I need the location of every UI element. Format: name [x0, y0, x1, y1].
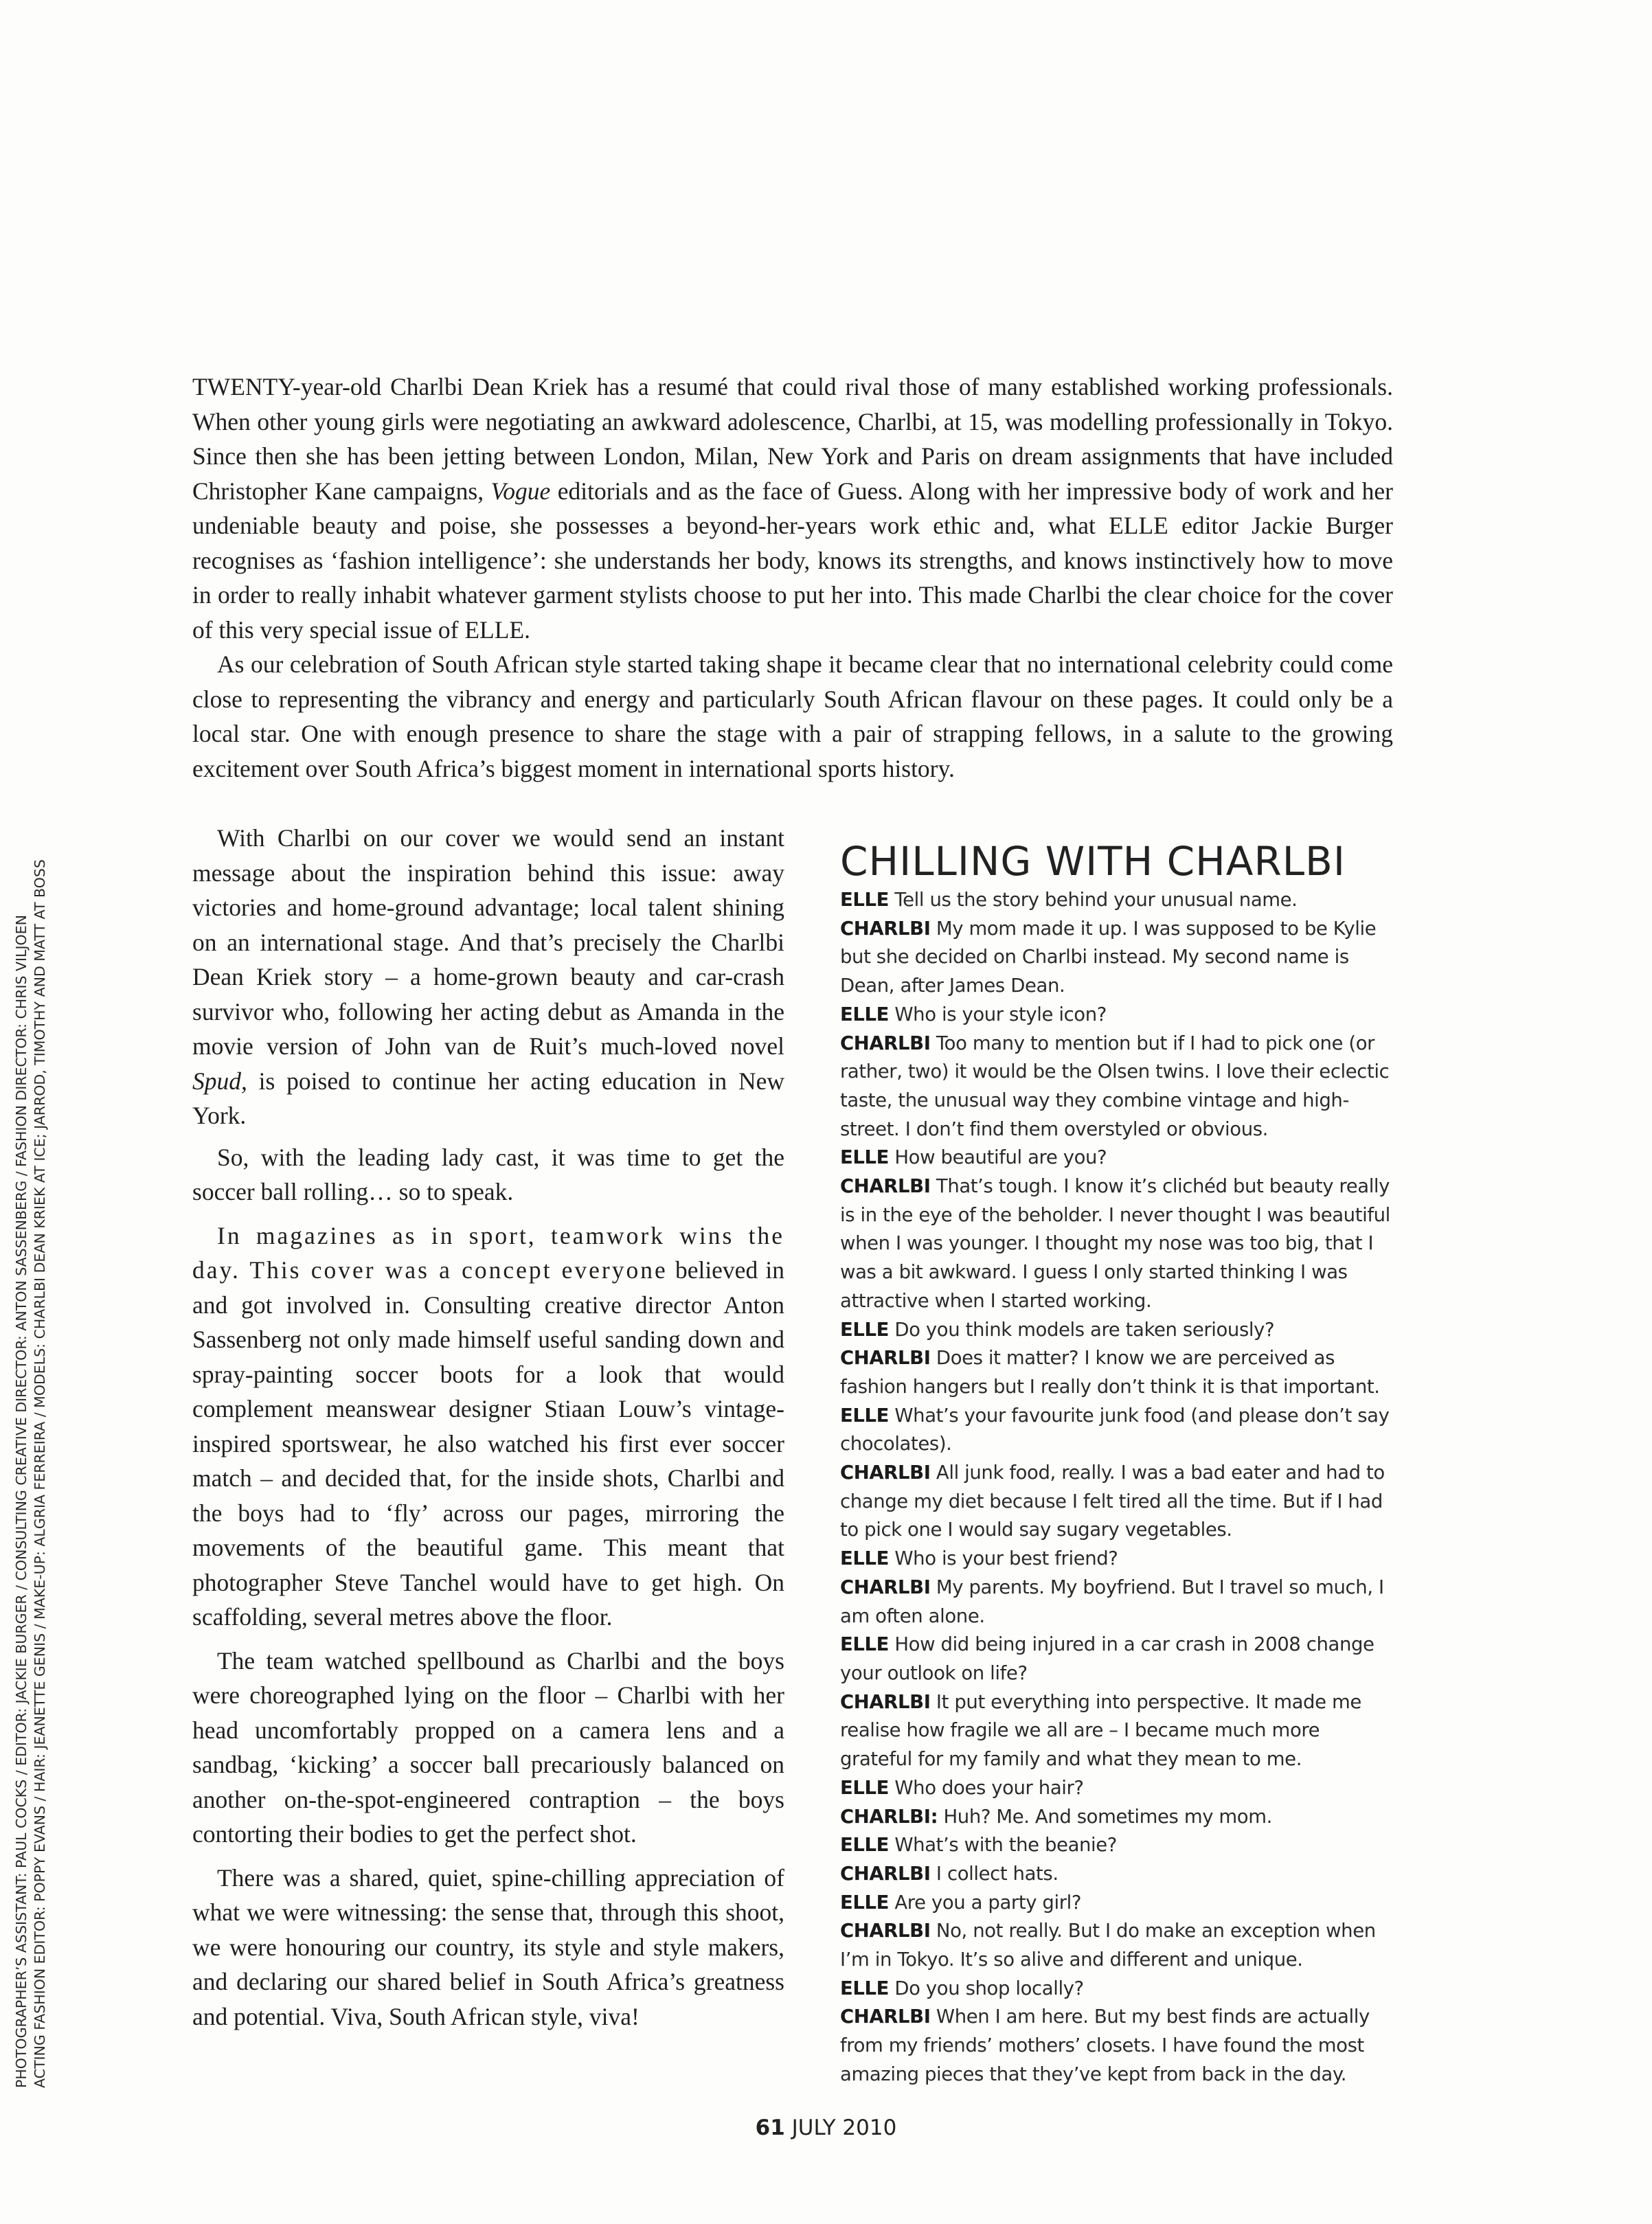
- qa-speaker: ELLE: [840, 1633, 890, 1656]
- qa-text: Do you think models are taken seriously?: [889, 1318, 1275, 1341]
- qa-entry: [840, 1889, 1393, 1918]
- qa-speaker: ELLE: [840, 1547, 890, 1570]
- qa-entry: [840, 915, 1393, 1001]
- qa-text: That’s tough. I know it’s clichéd but beauty really is in the eye of the beholder. I never thought I was beautiful when I was younger. I thought my nose was too big, that I was a bit awkward. I guess I only started thinking I was attractive when I started working.: [840, 1175, 1390, 1312]
- qa-speaker: CHARLBI: [840, 1862, 931, 1885]
- qa-text: Who does your hair?: [889, 1776, 1084, 1799]
- qa-entry: [840, 1860, 1393, 1889]
- qa-text: No, not really. But I do make an exception when I’m in Tokyo. It’s so alive and different and unique.: [840, 1920, 1376, 1971]
- qa-speaker: ELLE: [840, 1318, 890, 1341]
- qa-text: I collect hats.: [930, 1862, 1059, 1885]
- qa-entry: [840, 1144, 1393, 1172]
- intro-paragraph-2: As our celebration of South African style started taking shape it became clear that no international celebrity could come close to representing the vibrancy and energy and particularly South African flavour on these pages. It could only be a local star. One with enough presence to share the stage with a pair of strapping fellows, in a salute to the growing excitement over South Africa’s biggest moment in international sports history.: [192, 650, 1393, 782]
- qa-speaker: CHARLBI: [840, 1462, 931, 1484]
- body-paragraph-3-lead: In magazines as in sport, teamwork wins the day. This cover was a concept everyone: [192, 1221, 784, 1284]
- qa-entry: [840, 1803, 1393, 1832]
- qa-text: My mom made it up. I was supposed to be Kylie but she decided on Charlbi instead. My second name is Dean, after James Dean.: [840, 917, 1377, 997]
- body-paragraph-3-rest: believed in and got involved in. Consulting creative director Anton Sassenberg not only made himself useful sanding down and spray-painting soccer boots for a look that would complement meanswear designer Stiaan Louw’s vintage-inspired sportswear, he also watched his first ever soccer match – and decided that, for the inside shots, Charlbi and the boys had to ‘fly’ across our pages, mirroring the movements of the beautiful game. This meant that photographer Steve Tanchel would have to get high. On scaffolding, several metres above the floor.: [192, 1256, 784, 1631]
- credits-line-1: PHOTOGRAPHER’S ASSISTANT: PAUL COCKS / EDITOR: JACKIE BURGER / CONSULTING CREATIVE DIRECTOR: ANTON SASSENBERG / FASHION DIRECTOR: CHRIS VILJOEN: [13, 915, 30, 2088]
- qa-speaker: ELLE: [840, 1977, 890, 1999]
- qa-text: Do you shop locally?: [889, 1977, 1084, 1999]
- body-paragraph-1: [192, 821, 784, 1133]
- qa-text: Who is your style icon?: [889, 1003, 1107, 1025]
- intro-paragraph-1-part-b: editorials and as the face of Guess. Along with her impressive body of work and her undeniable beauty and poise, she possesses a beyond-her-years work ethic and, what ELLE editor Jackie Burger recognises as ‘fashion intelligence’: she understands her body, knows its strengths, and knows instinctively how to move in order to really inhabit whatever garment stylists choose to put her into. This made Charlbi the clear choice for the cover of this very special issue of ELLE.: [192, 477, 1393, 644]
- page-number: 61: [755, 2115, 785, 2140]
- qa-speaker: ELLE: [840, 889, 890, 911]
- qa-speaker: CHARLBI: [840, 1690, 931, 1713]
- qa-speaker: CHARLBI:: [840, 1805, 938, 1828]
- body-paragraph-5: There was a shared, quiet, spine-chilling appreciation of what we were witnessing: the sense that, through this shoot, we were honouring our country, its style and style makers, and declaring our shared belief in South Africa’s greatness and potential. Viva, South African style, viva!: [192, 1863, 784, 2030]
- qa-entry: [840, 1545, 1393, 1574]
- qa-speaker: CHARLBI: [840, 917, 931, 940]
- qa-text: What’s your favourite junk food (and please don’t say chocolates).: [840, 1404, 1390, 1455]
- qa-speaker: ELLE: [840, 1146, 890, 1169]
- qa-entry: [840, 2003, 1393, 2089]
- intro-text: [192, 370, 1393, 786]
- qa-entry: [840, 1631, 1393, 1688]
- qa-entry: [840, 1402, 1393, 1459]
- issue-date: JULY 2010: [791, 2115, 897, 2140]
- body-paragraph-4: The team watched spellbound as Charlbi and the boys were choreographed lying on the floor – Charlbi with her head uncomfortably propped on a camera lens and a sandbag, ‘kicking’ a soccer ball precariously balanced on another on-the-spot-engineered contraption – the boys contorting their bodies to get the perfect shot.: [192, 1646, 784, 1848]
- intro-paragraph-1-part-a: TWENTY-year-old Charlbi Dean Kriek has a resumé that could rival those of many established working professionals. When other young girls were negotiating an awkward adolescence, Charlbi, at 15, was modelling professionally in Tokyo. Since then she has been jetting between London, Milan, New York and Paris on dream assignments that have included Christopher Kane campaigns,: [192, 373, 1393, 505]
- qa-entry: [840, 1344, 1393, 1401]
- body-paragraph-2: So, with the leading lady cast, it was time to get the soccer ball rolling… so to speak.: [192, 1143, 784, 1205]
- body-paragraph-3: [192, 1218, 784, 1635]
- qa-speaker: CHARLBI: [840, 1920, 931, 1942]
- body-paragraph-1-part-a: With Charlbi on our cover we would send an instant message about the inspiration behind this issue: away victories and home-ground advantage; local talent shining on an international stage. And that’s precisely the Charlbi Dean Kriek story – a home-grown beauty and car-crash survivor who, following her acting debut as Amanda in the movie version of John van de Ruit’s much-loved novel: [192, 824, 784, 1060]
- article-body: [192, 821, 784, 2043]
- qa-entry: [840, 1316, 1393, 1345]
- qa-speaker: ELLE: [840, 1891, 890, 1914]
- qa-entry: [840, 1975, 1393, 2004]
- photo-credits: [12, 714, 49, 2088]
- interview-sidebar: [840, 837, 1393, 2089]
- qa-text: All junk food, really. I was a bad eater and had to change my diet because I felt tired all the time. But if I had to pick one I would say sugary vegetables.: [840, 1462, 1385, 1541]
- qa-text: Too many to mention but if I had to pick one (or rather, two) it would be the Olsen twins. I love their eclectic taste, the unusual way they combine vintage and high-street. I don’t find them overstyled or obvious.: [840, 1032, 1390, 1140]
- qa-speaker: CHARLBI: [840, 2006, 931, 2028]
- qa-speaker: ELLE: [840, 1776, 890, 1799]
- interview-qa-list: [840, 886, 1393, 2089]
- qa-text: My parents. My boyfriend. But I travel so much, I am often alone.: [840, 1576, 1384, 1627]
- qa-entry: [840, 1030, 1393, 1144]
- intro-paragraph-1: [192, 370, 1393, 647]
- qa-text: Who is your best friend?: [889, 1547, 1118, 1570]
- qa-speaker: ELLE: [840, 1003, 890, 1025]
- qa-text: Tell us the story behind your unusual name.: [889, 889, 1298, 911]
- qa-text: How beautiful are you?: [889, 1146, 1107, 1169]
- qa-text: Does it matter? I know we are perceived as fashion hangers but I really don’t think it is that important.: [840, 1347, 1380, 1398]
- qa-entry: [840, 1774, 1393, 1803]
- qa-speaker: CHARLBI: [840, 1576, 931, 1598]
- qa-text: Huh? Me. And sometimes my mom.: [938, 1805, 1272, 1828]
- qa-text: It put everything into perspective. It made me realise how fragile we all are – I became much more grateful for my family and what they mean to me.: [840, 1690, 1361, 1771]
- spud-title: Spud,: [192, 1067, 247, 1095]
- qa-speaker: ELLE: [840, 1834, 890, 1857]
- page-footer: [0, 2115, 1652, 2140]
- qa-speaker: CHARLBI: [840, 1175, 931, 1198]
- qa-entry: [840, 1172, 1393, 1316]
- body-paragraph-1-part-b: is poised to continue her acting education in New York.: [192, 1067, 784, 1129]
- qa-text: How did being injured in a car crash in 2008 change your outlook on life?: [840, 1633, 1374, 1684]
- qa-entry: [840, 1001, 1393, 1030]
- qa-entry: [840, 1917, 1393, 1974]
- qa-text: What’s with the beanie?: [889, 1834, 1118, 1857]
- credits-line-2: ACTING FASHION EDITOR: POPPY EVANS / HAIR: JEANETTE GENIS / MAKE-UP: ALGRIA FERREIRA / MODELS: CHARLBI DEAN KRIEK AT ICE; JARROD, TIMOTHY AND MATT AT BOSS: [32, 859, 48, 2088]
- qa-entry: [840, 1574, 1393, 1631]
- qa-entry: [840, 886, 1393, 915]
- qa-entry: [840, 1831, 1393, 1860]
- qa-entry: [840, 1688, 1393, 1774]
- qa-speaker: ELLE: [840, 1404, 890, 1427]
- sidebar-title: CHILLING WITH CHARLBI: [840, 838, 1346, 885]
- qa-speaker: CHARLBI: [840, 1347, 931, 1370]
- qa-text: When I am here. But my best finds are actually from my friends’ mothers’ closets. I have found the most amazing pieces that they’ve kept from back in the day.: [840, 2006, 1370, 2085]
- vogue-title: Vogue: [490, 477, 551, 505]
- qa-entry: [840, 1459, 1393, 1545]
- qa-speaker: CHARLBI: [840, 1032, 931, 1054]
- qa-text: Are you a party girl?: [889, 1891, 1082, 1914]
